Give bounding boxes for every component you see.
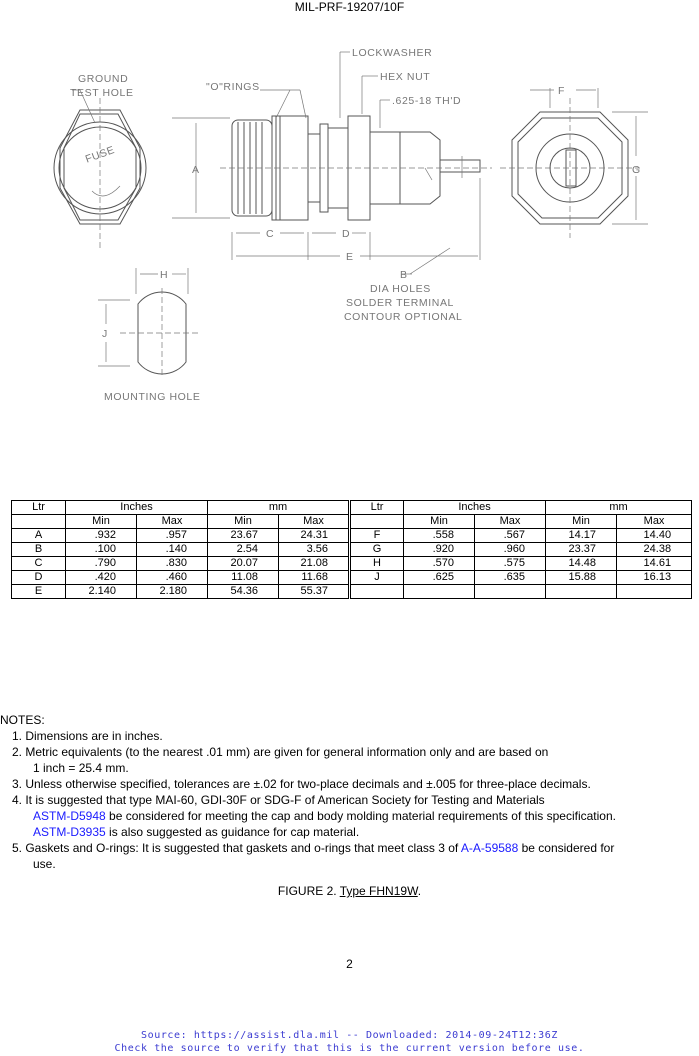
value-cell: 2.54: [208, 543, 279, 557]
value-cell: 11.08: [208, 571, 279, 585]
value-cell: [475, 585, 546, 599]
value-cell: .558: [404, 529, 475, 543]
dim-b-label: B: [400, 269, 408, 281]
value-cell: 21.08: [279, 557, 350, 571]
value-cell: 24.38: [617, 543, 692, 557]
value-cell: [404, 585, 475, 599]
mounting-hole-label: MOUNTING HOLE: [104, 391, 201, 403]
figure-type-label: Type FHN19W: [339, 884, 418, 898]
figure-caption: [0, 884, 699, 898]
dim-h-label: H: [160, 269, 169, 281]
value-cell: 23.37: [546, 543, 617, 557]
note-5-tail: be considered for: [518, 841, 615, 855]
a-a-59588-link[interactable]: A-A-59588: [460, 841, 519, 855]
note-2-line-1: 2. Metric equivalents (to the nearest .01 mm) are given for general information only and are based on: [12, 745, 549, 759]
mounting-hole-view: [98, 268, 200, 378]
end-view: [500, 88, 648, 238]
notes-title: NOTES:: [0, 713, 45, 727]
value-cell: 23.67: [208, 529, 279, 543]
note-5-line-2: use.: [33, 857, 56, 871]
o-rings-label: "O"RINGS: [206, 81, 260, 93]
mm-header: mm: [208, 501, 350, 515]
page-number: 2: [346, 957, 353, 971]
solder-terminal-label: SOLDER TERMINAL: [346, 297, 454, 309]
ltr-header: Ltr: [12, 501, 66, 515]
note-5-line-1: [0, 840, 699, 856]
ltr-cell: A: [12, 529, 66, 543]
mm-header: mm: [546, 501, 692, 515]
value-cell: 3.56: [279, 543, 350, 557]
max-header: Max: [475, 515, 546, 529]
lockwasher-label: LOCKWASHER: [352, 47, 433, 59]
value-cell: 54.36: [208, 585, 279, 599]
inches-header: Inches: [66, 501, 208, 515]
value-cell: .830: [137, 557, 208, 571]
value-cell: .570: [404, 557, 475, 571]
value-cell: 55.37: [279, 585, 350, 599]
source-footer: [0, 1029, 699, 1055]
table-header-row: [12, 501, 692, 515]
dimensions-table: [11, 500, 692, 599]
dim-c-label: C: [266, 228, 275, 240]
document-id-header: MIL-PRF-19207/10F: [294, 0, 405, 14]
figure-suffix: .: [417, 884, 422, 898]
min-header: Min: [66, 515, 137, 529]
value-cell: 2.140: [66, 585, 137, 599]
ground-test-hole-label-1: GROUND: [78, 73, 129, 85]
hex-nut-label: HEX NUT: [380, 71, 431, 83]
value-cell: 14.17: [546, 529, 617, 543]
note-5-text: 5. Gaskets and O-rings: It is suggested that gaskets and o-rings that meet class 3 of: [12, 841, 461, 855]
dim-a-label: A: [192, 164, 200, 176]
table-row: [12, 529, 692, 543]
value-cell: .460: [137, 571, 208, 585]
value-cell: .575: [475, 557, 546, 571]
ltr-header: Ltr: [350, 501, 404, 515]
table-row: [12, 571, 692, 585]
notes-section: [0, 712, 699, 872]
figure-prefix: FIGURE 2.: [277, 884, 340, 898]
note-4-line-2-text: be considered for meeting the cap and body molding material requirements of this specification.: [105, 809, 616, 823]
fuse-holder-drawing: [0, 28, 699, 418]
value-cell: 2.180: [137, 585, 208, 599]
ltr-cell: F: [350, 529, 404, 543]
max-header: Max: [279, 515, 350, 529]
source-line-2: Check the source to verify that this is the current version before use.: [114, 1043, 585, 1054]
note-4-line-3: [0, 824, 699, 840]
ltr-cell: D: [12, 571, 66, 585]
table-row: [12, 543, 692, 557]
max-header: Max: [137, 515, 208, 529]
ltr-cell: G: [350, 543, 404, 557]
empty-cell: [350, 515, 404, 529]
thread-label: .625-18 TH'D: [392, 95, 462, 107]
front-view: [54, 90, 146, 248]
note-3: 3. Unless otherwise specified, tolerances are ±.02 for two-place decimals and ±.005 for three-place decimals.: [12, 777, 591, 791]
note-2-line-2: 1 inch = 25.4 mm.: [33, 761, 129, 775]
value-cell: 15.88: [546, 571, 617, 585]
value-cell: .625: [404, 571, 475, 585]
min-header: Min: [404, 515, 475, 529]
table-row: [12, 585, 692, 599]
ground-test-hole-label-2: TEST HOLE: [70, 87, 134, 99]
dim-j-label: J: [102, 328, 108, 340]
dim-e-label: E: [346, 251, 354, 263]
ltr-cell: B: [12, 543, 66, 557]
value-cell: .790: [66, 557, 137, 571]
value-cell: .960: [475, 543, 546, 557]
dim-g-label: G: [632, 164, 641, 176]
contour-optional-label: CONTOUR OPTIONAL: [344, 311, 463, 323]
table-subheader-row: [12, 515, 692, 529]
fuse-text: FUSE: [83, 143, 117, 166]
value-cell: .140: [137, 543, 208, 557]
min-header: Min: [546, 515, 617, 529]
source-line-1: Source: https://assist.dla.mil -- Downloaded: 2014-09-24T12:36Z: [140, 1030, 559, 1041]
ltr-cell: J: [350, 571, 404, 585]
inches-header: Inches: [404, 501, 546, 515]
table-row: [12, 557, 692, 571]
value-cell: .567: [475, 529, 546, 543]
ltr-cell: [350, 585, 404, 599]
value-cell: .100: [66, 543, 137, 557]
astm-d3935-link[interactable]: ASTM-D3935: [33, 825, 106, 839]
value-cell: 14.48: [546, 557, 617, 571]
value-cell: .635: [475, 571, 546, 585]
value-cell: 16.13: [617, 571, 692, 585]
value-cell: .932: [66, 529, 137, 543]
value-cell: 11.68: [279, 571, 350, 585]
value-cell: [617, 585, 692, 599]
value-cell: 14.61: [617, 557, 692, 571]
dim-d-label: D: [342, 228, 351, 240]
ltr-cell: C: [12, 557, 66, 571]
value-cell: 24.31: [279, 529, 350, 543]
note-4-line-2: [0, 808, 699, 824]
value-cell: 14.40: [617, 529, 692, 543]
note-1: 1. Dimensions are in inches.: [12, 729, 163, 743]
ltr-cell: E: [12, 585, 66, 599]
value-cell: .920: [404, 543, 475, 557]
value-cell: .957: [137, 529, 208, 543]
value-cell: 20.07: [208, 557, 279, 571]
dim-f-label: F: [558, 85, 566, 97]
value-cell: .420: [66, 571, 137, 585]
note-4-line-3-text: is also suggested as guidance for cap material.: [105, 825, 360, 839]
ltr-cell: H: [350, 557, 404, 571]
empty-cell: [12, 515, 66, 529]
astm-d5948-link[interactable]: ASTM-D5948: [33, 809, 106, 823]
max-header: Max: [617, 515, 692, 529]
dia-holes-label: DIA HOLES: [370, 283, 431, 295]
value-cell: [546, 585, 617, 599]
min-header: Min: [208, 515, 279, 529]
note-4-line-1: 4. It is suggested that type MAI-60, GDI-30F or SDG-F of American Society for Testing and Materials: [12, 793, 545, 807]
